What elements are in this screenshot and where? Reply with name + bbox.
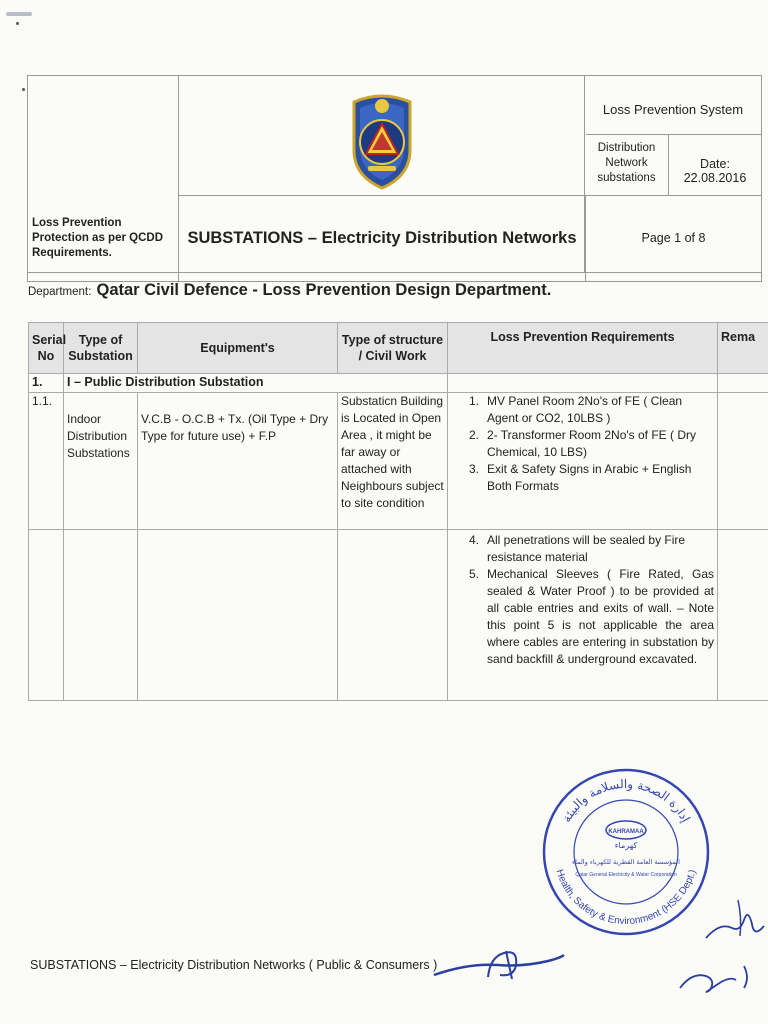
table-row-continuation xyxy=(29,530,768,701)
requirements-list xyxy=(451,393,714,495)
row-serial: 1.1. xyxy=(29,393,64,530)
list-item: 1. MV Panel Room 2No's of FE ( Clean Agent or CO2, 10LBS ) xyxy=(468,394,683,425)
stamp-arabic-top: إدارة الصحة والسلامة والبيئة xyxy=(559,776,693,825)
section-row xyxy=(29,374,768,393)
scan-artifact xyxy=(6,12,32,16)
requirements-list-continued xyxy=(451,532,714,668)
scan-artifact-dot xyxy=(16,22,19,25)
document-title: SUBSTATIONS – Electricity Distribution Networks xyxy=(179,195,586,282)
col-header-requirements: Loss Prevention Requirements xyxy=(448,323,718,374)
department-name: Qatar Civil Defence - Loss Prevention Design Department. xyxy=(96,281,552,299)
list-item: 5. Mechanical Sleeves ( Fire Rated, Gas sealed & Water Proof ) to be provided at all cable entries and exits of wall. – Note this point 5 is not applicable the area where cables are entering in substation by sand backfill & underground excavated. xyxy=(468,567,714,666)
stamp-brand: KAHRAMAA xyxy=(608,829,644,835)
row-equipment: V.C.B - O.C.B + Tx. (Oil Type + Dry Type for future use) + F.P xyxy=(138,393,338,530)
section-title: I – Public Distribution Substation xyxy=(64,374,448,393)
stamp-dept: Health, Safety & Environment (HSE Dept.) xyxy=(553,868,699,928)
stamp-org: Qatar General Electricity & Water Corporation xyxy=(575,872,677,878)
requirements-table xyxy=(28,322,768,701)
signature-1 xyxy=(428,935,568,985)
signature-2 xyxy=(640,880,768,1000)
list-item: 3. Exit & Safety Signs in Arabic + English Both Formats xyxy=(468,462,692,493)
page-number: Page 1 of 8 xyxy=(586,195,762,282)
document-header-detail xyxy=(27,75,762,282)
table-row xyxy=(29,393,768,530)
row-structure: Substaticn Building is Located in Open Area , it might be far away or attached with Neighbours subject to site condition xyxy=(341,394,444,510)
scan-artifact-dot xyxy=(22,88,25,91)
loss-prevention-system-label: Loss Prevention System xyxy=(585,76,762,273)
col-header-type: Type of Substation xyxy=(64,323,138,374)
section-serial: 1. xyxy=(29,374,64,393)
col-header-structure: Type of structure / Civil Work xyxy=(338,323,448,374)
col-header-serial: Serial No xyxy=(29,323,64,374)
left-title: Loss Prevention Protection as per QCDD Requirements. xyxy=(28,195,179,282)
page-footer: SUBSTATIONS – Electricity Distribution Networks ( Public & Consumers ) xyxy=(30,958,438,972)
table-header-row xyxy=(29,323,768,374)
list-item: 4. All penetrations will be sealed by Fire resistance material xyxy=(468,533,686,564)
stamp-arabic-brand: كهرماء xyxy=(614,841,638,850)
distribution-network-label: Distribution Network substations xyxy=(586,135,669,195)
department-label: Department: xyxy=(28,286,92,298)
row-type: Indoor Distribution Substations xyxy=(64,393,138,530)
col-header-equipment: Equipment's xyxy=(138,323,338,374)
stamp-arabic-org: المؤسسة العامة القطرية للكهرباء والماء xyxy=(572,858,680,866)
document-date: Date: 22.08.2016 xyxy=(683,156,747,185)
department-line xyxy=(28,281,551,300)
list-item: 2. 2- Transformer Room 2No's of FE ( Dry Chemical, 10 LBS) xyxy=(468,428,697,459)
col-header-remarks: Rema xyxy=(718,323,768,374)
